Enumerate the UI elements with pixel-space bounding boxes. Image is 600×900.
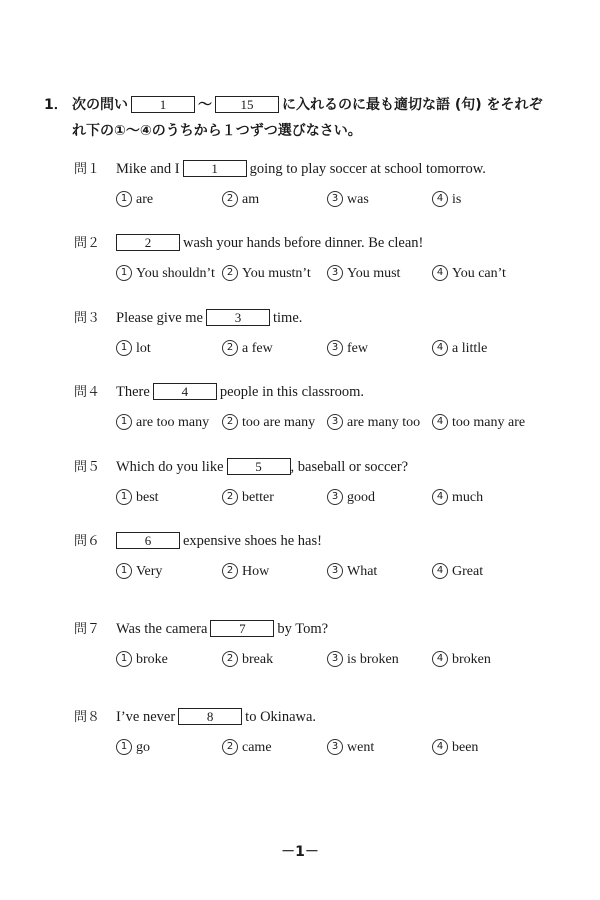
choice-text: is bbox=[452, 192, 462, 207]
choice-3[interactable] bbox=[327, 561, 377, 583]
choice-text: How bbox=[242, 564, 270, 579]
choice-text: few bbox=[347, 341, 368, 356]
choice-2[interactable] bbox=[222, 412, 315, 434]
choice-number: 1 bbox=[116, 265, 132, 281]
choice-2[interactable] bbox=[222, 263, 311, 285]
choice-3[interactable] bbox=[327, 412, 420, 434]
choice-1[interactable] bbox=[116, 338, 151, 360]
choice-3[interactable] bbox=[327, 649, 399, 671]
choice-2[interactable] bbox=[222, 737, 272, 759]
choice-number: 2 bbox=[222, 191, 238, 207]
question-text-before: Please give me bbox=[116, 310, 203, 326]
choice-number: 2 bbox=[222, 651, 238, 667]
choice-number: 4 bbox=[432, 191, 448, 207]
choice-text: You can’t bbox=[452, 266, 506, 281]
instruction bbox=[44, 92, 564, 144]
choice-2[interactable] bbox=[222, 649, 273, 671]
question-text-after: expensive shoes he has! bbox=[183, 533, 322, 549]
choice-text: are many too bbox=[347, 415, 421, 430]
question-text-before: Mike and I bbox=[116, 161, 180, 177]
choice-number: 2 bbox=[222, 563, 238, 579]
instruction-pre: 次の問い bbox=[72, 97, 128, 113]
choice-text: is broken bbox=[347, 652, 399, 667]
choice-4[interactable] bbox=[432, 487, 483, 509]
choice-number: 3 bbox=[327, 651, 343, 667]
question-label: 問８ bbox=[74, 710, 101, 725]
question-text-before: Which do you like bbox=[116, 459, 224, 475]
choice-1[interactable] bbox=[116, 412, 209, 434]
choice-4[interactable] bbox=[432, 412, 525, 434]
choice-number: 1 bbox=[116, 651, 132, 667]
choice-number: 1 bbox=[116, 414, 132, 430]
choice-number: 4 bbox=[432, 563, 448, 579]
choice-3[interactable] bbox=[327, 338, 368, 360]
question-text-after: time. bbox=[272, 310, 303, 326]
choice-1[interactable] bbox=[116, 737, 150, 759]
question-label: 問５ bbox=[74, 460, 101, 475]
choice-4[interactable] bbox=[432, 189, 461, 211]
choice-text: broke bbox=[136, 652, 168, 667]
section-number: 1． bbox=[44, 97, 68, 113]
question-4 bbox=[74, 381, 574, 434]
instruction-box-start: 1 bbox=[131, 96, 195, 113]
choice-text: better bbox=[242, 490, 274, 505]
choice-number: 3 bbox=[327, 191, 343, 207]
choice-text: came bbox=[242, 740, 272, 755]
question-8 bbox=[74, 706, 574, 759]
choice-text: a little bbox=[452, 341, 488, 356]
choice-text: much bbox=[452, 490, 484, 505]
choice-number: 3 bbox=[327, 489, 343, 505]
question-6 bbox=[74, 530, 574, 583]
choice-text: too are many bbox=[242, 415, 316, 430]
answer-blank[interactable]: 1 bbox=[183, 160, 247, 177]
choice-number: 3 bbox=[327, 340, 343, 356]
choice-text: Great bbox=[452, 564, 484, 579]
choice-number: 2 bbox=[222, 489, 238, 505]
choice-text: lot bbox=[136, 341, 151, 356]
choice-3[interactable] bbox=[327, 737, 374, 759]
choice-number: 4 bbox=[432, 739, 448, 755]
choice-text: best bbox=[136, 490, 159, 505]
choice-number: 2 bbox=[222, 340, 238, 356]
instruction-line-2: れ下の①〜④のうちから１つずつ選びなさい。 bbox=[72, 123, 362, 139]
choice-text: am bbox=[242, 192, 260, 207]
choice-text: are bbox=[136, 192, 154, 207]
question-3 bbox=[74, 307, 574, 360]
question-5 bbox=[74, 456, 574, 509]
choice-number: 3 bbox=[327, 563, 343, 579]
choice-number: 1 bbox=[116, 739, 132, 755]
choice-text: good bbox=[347, 490, 375, 505]
answer-blank[interactable]: 5 bbox=[227, 458, 291, 475]
choice-text: You must bbox=[347, 266, 401, 281]
choice-text: a few bbox=[242, 341, 273, 356]
choice-2[interactable] bbox=[222, 561, 269, 583]
question-label: 問１ bbox=[74, 162, 101, 177]
choice-number: 2 bbox=[222, 265, 238, 281]
choice-3[interactable] bbox=[327, 487, 375, 509]
choice-3[interactable] bbox=[327, 263, 400, 285]
choice-list bbox=[116, 561, 574, 583]
question-text-after: people in this classroom. bbox=[219, 384, 364, 400]
instruction-post: に入れるのに最も適切な語 (句) をそれぞ bbox=[282, 97, 543, 113]
choice-number: 1 bbox=[116, 489, 132, 505]
choice-number: 4 bbox=[432, 489, 448, 505]
choice-number: 1 bbox=[116, 563, 132, 579]
question-label: 問４ bbox=[74, 385, 101, 400]
answer-blank[interactable]: 7 bbox=[210, 620, 274, 637]
choice-1[interactable] bbox=[116, 487, 159, 509]
choice-text: been bbox=[452, 740, 479, 755]
question-2 bbox=[74, 232, 574, 285]
choice-1[interactable] bbox=[116, 649, 168, 671]
choice-number: 1 bbox=[116, 191, 132, 207]
page-number: －1－ bbox=[281, 844, 319, 860]
choice-number: 2 bbox=[222, 414, 238, 430]
choice-number: 4 bbox=[432, 414, 448, 430]
question-7 bbox=[74, 618, 574, 671]
choice-text: broken bbox=[452, 652, 491, 667]
choice-text: too many are bbox=[452, 415, 526, 430]
choice-list bbox=[116, 487, 574, 509]
choice-list bbox=[116, 412, 574, 434]
choice-text: was bbox=[347, 192, 369, 207]
choice-number: 2 bbox=[222, 739, 238, 755]
answer-blank[interactable]: 6 bbox=[116, 532, 180, 549]
choice-4[interactable] bbox=[432, 737, 478, 759]
question-label: 問７ bbox=[74, 622, 101, 637]
choice-list bbox=[116, 263, 574, 285]
choice-number: 4 bbox=[432, 265, 448, 281]
choice-4[interactable] bbox=[432, 649, 491, 671]
choice-number: 1 bbox=[116, 340, 132, 356]
choice-text: went bbox=[347, 740, 375, 755]
choice-number: 4 bbox=[432, 651, 448, 667]
question-text-after: by Tom? bbox=[277, 621, 329, 637]
choice-list bbox=[116, 338, 574, 360]
question-text-after: going to play soccer at school tomorrow. bbox=[249, 161, 486, 177]
choice-text: What bbox=[347, 564, 378, 579]
choice-2[interactable] bbox=[222, 338, 273, 360]
choice-4[interactable] bbox=[432, 338, 487, 360]
choice-2[interactable] bbox=[222, 189, 259, 211]
choice-3[interactable] bbox=[327, 189, 369, 211]
choice-1[interactable] bbox=[116, 263, 215, 285]
choice-4[interactable] bbox=[432, 263, 506, 285]
instruction-tilde: 〜 bbox=[198, 97, 212, 113]
answer-blank[interactable]: 8 bbox=[178, 708, 242, 725]
choice-text: go bbox=[136, 740, 150, 755]
answer-blank[interactable]: 2 bbox=[116, 234, 180, 251]
choice-1[interactable] bbox=[116, 189, 153, 211]
answer-blank[interactable]: 3 bbox=[206, 309, 270, 326]
choice-number: 3 bbox=[327, 414, 343, 430]
choice-text: break bbox=[242, 652, 274, 667]
question-label: 問２ bbox=[74, 236, 101, 251]
instruction-line-1 bbox=[44, 92, 564, 118]
choice-number: 4 bbox=[432, 340, 448, 356]
instruction-box-end: 15 bbox=[215, 96, 279, 113]
choice-4[interactable] bbox=[432, 561, 483, 583]
choice-number: 3 bbox=[327, 739, 343, 755]
question-text-after: to Okinawa. bbox=[245, 709, 317, 725]
choice-list bbox=[116, 649, 574, 671]
choice-text: You mustn’t bbox=[242, 266, 311, 281]
choice-text: Very bbox=[136, 564, 163, 579]
choice-list bbox=[116, 189, 574, 211]
question-text-before: There bbox=[116, 384, 150, 400]
question-1 bbox=[74, 158, 574, 211]
question-label: 問６ bbox=[74, 534, 101, 549]
choice-1[interactable] bbox=[116, 561, 162, 583]
question-text-before: Was the camera bbox=[116, 621, 208, 637]
choice-text: are too many bbox=[136, 415, 210, 430]
choice-text: You shouldn’t bbox=[136, 266, 215, 281]
choice-2[interactable] bbox=[222, 487, 274, 509]
answer-blank[interactable]: 4 bbox=[153, 383, 217, 400]
question-label: 問３ bbox=[74, 311, 101, 326]
choice-number: 3 bbox=[327, 265, 343, 281]
question-text-before: I’ve never bbox=[116, 709, 176, 725]
question-text-after: wash your hands before dinner. Be clean! bbox=[183, 235, 424, 251]
question-text-after: , baseball or soccer? bbox=[290, 459, 409, 475]
choice-list bbox=[116, 737, 574, 759]
